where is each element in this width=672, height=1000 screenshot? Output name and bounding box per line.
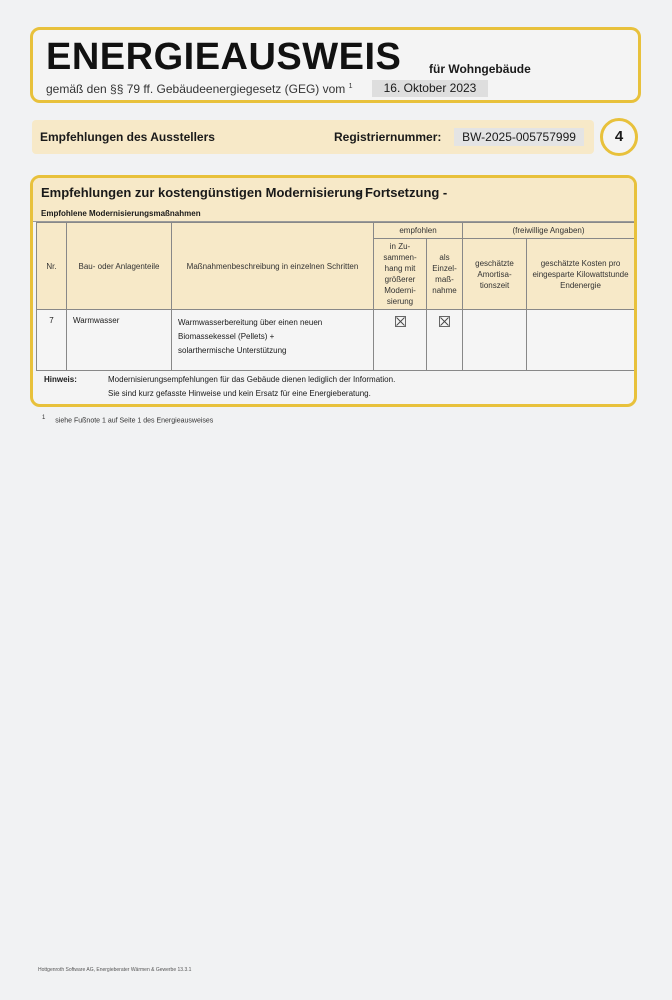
- col-header-component: Bau- oder Anlagenteile: [67, 223, 172, 310]
- col-header-nr: Nr.: [37, 223, 67, 310]
- col-header-recommended: empfohlen: [374, 223, 463, 239]
- table-header-row: [37, 223, 635, 239]
- law-footnote-mark: 1: [348, 83, 353, 90]
- note-section: [36, 372, 634, 406]
- document-subtitle: für Wohngebäude: [429, 62, 531, 76]
- card-title: Empfehlungen zur kostengünstigen Modernisierung: [41, 185, 364, 200]
- registration-number: BW-2025-005757999: [454, 128, 584, 146]
- law-reference: [46, 82, 353, 96]
- page-number-badge: 4: [600, 118, 638, 156]
- law-date: 16. Oktober 2023: [372, 80, 488, 97]
- col-header-description: Maßnahmenbeschreibung in einzelnen Schritten: [172, 223, 374, 310]
- row-description-line: solarthermische Unterstützung: [178, 346, 287, 355]
- row-payback: [463, 310, 527, 371]
- col-header-optional: (freiwillige Angaben): [463, 223, 635, 239]
- continuation-label: - Fortsetzung -: [357, 185, 448, 200]
- footnote-mark: 1: [42, 415, 46, 421]
- document-title: ENERGIEAUSWEIS: [46, 36, 402, 78]
- row-cost: [527, 310, 635, 371]
- col-header-in-context: in Zu-sammen-hang mit größerer Moderni-sierung: [374, 239, 427, 310]
- footnote: [42, 415, 213, 424]
- row-description-line: Biomassekessel (Pellets) +: [178, 332, 275, 341]
- note-line-1: Modernisierungsempfehlungen für das Gebäude dienen lediglich der Information.: [108, 375, 396, 384]
- checked-box-icon: [439, 316, 450, 327]
- row-individual-cell: [427, 310, 463, 371]
- document-header: [30, 27, 641, 103]
- checked-box-icon: [395, 316, 406, 327]
- registration-label: Registriernummer:: [334, 130, 442, 144]
- recommendations-card: [30, 175, 637, 407]
- col-header-individual: als Einzel-maß-nahme: [427, 239, 463, 310]
- row-description-line: Warmwasserbereitung über einen neuen: [178, 318, 323, 327]
- issuer-bar: [32, 120, 594, 154]
- note-line-2: Sie sind kurz gefasste Hinweise und kein Ersatz für eine Energieberatung.: [108, 389, 371, 398]
- law-text: gemäß den §§ 79 ff. Gebäudeenergiegesetz (GEG) vom: [46, 82, 346, 96]
- card-title-row: [33, 178, 634, 207]
- measures-label: Empfohlene Modernisierungsmaßnahmen: [33, 206, 634, 222]
- table-row: [37, 310, 635, 371]
- col-header-payback: geschätzte Amortisa-tionszeit: [463, 239, 527, 310]
- row-description: [172, 310, 374, 371]
- note-label: Hinweis:: [44, 375, 77, 384]
- col-header-cost: geschätzte Kosten pro eingesparte Kilowattstunde Endenergie: [527, 239, 635, 310]
- footnote-text: siehe Fußnote 1 auf Seite 1 des Energieausweises: [55, 417, 214, 425]
- measures-table: [36, 222, 635, 371]
- issuer-label: Empfehlungen des Ausstellers: [40, 130, 215, 144]
- software-footer: Hottgenroth Software AG, Energieberater Wärmen & Gewerbe 13.3.1: [38, 967, 192, 973]
- row-in-context-cell: [374, 310, 427, 371]
- row-component: Warmwasser: [67, 310, 172, 371]
- row-nr: 7: [37, 310, 67, 371]
